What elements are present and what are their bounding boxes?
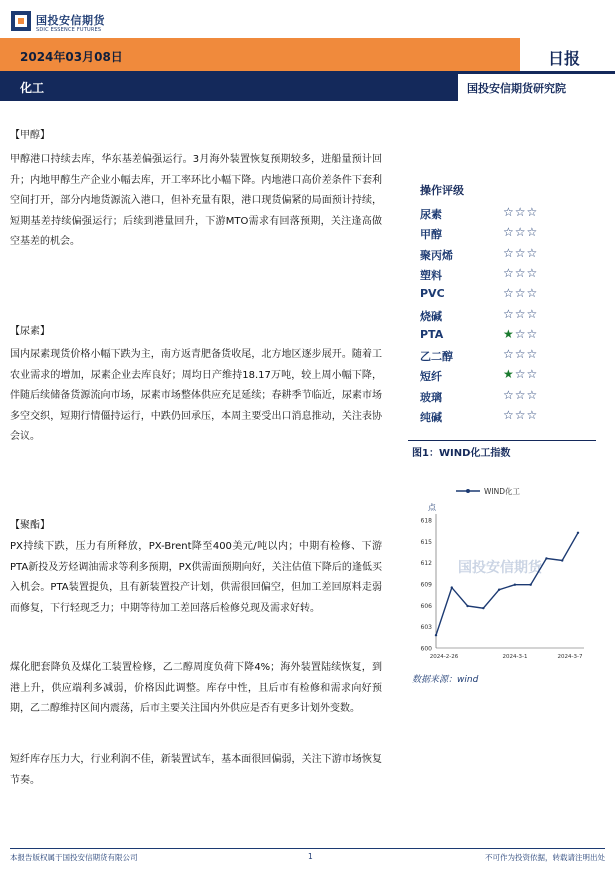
star-empty-icon: ☆ [514,286,527,301]
star-empty-icon: ☆ [503,205,515,219]
star-empty-icon: ☆ [526,245,539,260]
star-empty-icon: ☆ [514,408,527,422]
ratings-title: 操作评级 [420,184,464,197]
star-empty-icon: ☆ [514,265,527,280]
section-paragraph-urea: 国内尿素现货价格小幅下跌为主，南方返青肥备货收尾，北方地区逐步展开。随着工农业需求的增加，尿素企业去库良好；周均日产维持18.17万吨，较上周小幅下降，伴随后续储备货源流向市场，尿素市场整体供应充足延续；春耕季节临近，尿素市场多空交织，短期行情僵持运行，中跌仍回承压，本周主要受出口消息推动，关注表协会议。 [10,349,382,442]
rating-row [420,389,550,409]
rating-name: 塑料 [420,268,442,282]
company-logo [10,8,130,38]
y-tick-label: 603 [420,624,432,632]
report-type: 日报 [548,49,581,68]
figure-rule [408,440,596,441]
rating-name: PTA [420,327,444,341]
wind-chem-index-chart [408,470,593,665]
data-point [514,584,516,586]
section-paragraph-px-pta: PX持续下跌，压力有所释放，PX-Brent降至400美元/吨以内；中期有检修、下游PTA新投及芳烃调油需求等利多预期，PX供需面预期向好，关注估值下降后的逢低买入机会。PTA装置提负，且有新装置投产计划，供需很回偏空，但加工差回原料走弱而修复，下行轻现乏力；中期等待加工差回落后检修兑现及需求好转。 [10,541,382,614]
star-empty-icon: ☆ [514,347,527,362]
rating-stars [503,266,538,280]
star-filled-icon: ★ [503,367,515,382]
rating-stars [503,246,538,260]
figure-title: 图1：WIND化工指数 [412,448,511,459]
star-empty-icon: ☆ [503,245,515,260]
data-point [451,586,453,588]
data-point [498,588,500,590]
data-point [466,605,468,607]
data-point [482,607,484,609]
institute-name: 国投安信期货研究院 [467,82,566,95]
rating-stars [503,367,538,381]
rating-row [420,328,550,348]
report-sector: 化工 [20,81,45,95]
rating-row [420,247,550,267]
rating-name: 短纤 [420,370,442,384]
star-empty-icon: ☆ [514,245,527,260]
section-title-urea: 【尿素】 [10,326,50,337]
series-line-wind-chem [436,533,578,635]
star-empty-icon: ☆ [514,387,527,402]
y-tick-label: 609 [420,581,432,589]
star-empty-icon: ☆ [514,205,527,219]
rating-stars [503,225,538,239]
y-tick-label: 618 [420,517,432,525]
data-point [529,584,531,586]
rating-name: 聚丙烯 [420,248,453,262]
y-tick-label: 612 [420,560,432,568]
star-empty-icon: ☆ [503,306,515,321]
rating-stars [503,205,538,219]
legend-marker [466,489,470,493]
rating-name: 甲醇 [420,228,442,242]
logo-name-cn: 国投安信期货 [36,14,105,27]
report-date: 2024年03月08日 [20,50,123,64]
y-tick-label: 600 [420,645,432,653]
x-tick-label: 2024-3-7 [557,654,583,660]
star-empty-icon: ☆ [503,408,515,422]
logo-name-en: SDIC ESSENCE FUTURES [36,27,102,33]
data-point [561,559,563,561]
rating-stars [503,286,538,300]
rating-stars [503,327,538,341]
x-tick-label: 2024-3-1 [502,654,528,660]
star-empty-icon: ☆ [526,326,539,341]
rating-row [420,409,550,429]
rating-name: 烧碱 [420,309,442,323]
star-empty-icon: ☆ [503,225,515,240]
star-empty-icon: ☆ [514,367,527,382]
rating-stars [503,347,538,361]
star-empty-icon: ☆ [526,265,539,280]
y-tick-label: 606 [420,602,432,610]
logo-mark-icon [10,10,32,32]
rating-name: 乙二醇 [420,350,453,364]
rating-name: 尿素 [420,208,442,221]
star-empty-icon: ☆ [526,408,539,422]
rating-name: PVC [420,287,445,301]
rating-row [420,267,550,287]
star-empty-icon: ☆ [514,225,527,240]
rating-name: 玻璃 [420,390,442,404]
footer-copyright: 本报告版权属于国投安信期货有限公司 [10,853,138,862]
figure-source: 数据来源：wind [412,675,479,685]
star-empty-icon: ☆ [526,387,539,402]
footer-rule [10,848,605,849]
star-empty-icon: ☆ [526,347,539,362]
star-empty-icon: ☆ [526,205,539,219]
star-empty-icon: ☆ [514,306,527,321]
rating-row [420,368,550,388]
x-tick-label: 2024-2-26 [429,654,459,660]
star-empty-icon: ☆ [526,306,539,321]
section-paragraph-meg: 煤化肥套降负及煤化工装置检修，乙二醇周度负荷下降4%；海外装置陆续恢复，到港上升，供应端利多减弱，价格因此调整。库存中性，且后市有检修和需求向好预期，乙二醇维持区间内震荡，后市主要关注国内外供应是否有更多计划外变数。 [10,662,382,714]
star-empty-icon: ☆ [526,286,539,301]
rating-row [420,348,550,368]
chart-watermark: 国投安信期货 [458,560,542,576]
star-filled-icon: ★ [503,326,515,341]
data-point [545,557,547,559]
section-paragraph-psf: 短纤库存压力大，行业利润不佳，新装置试车，基本面很回偏弱，关注下游市场恢复节奏。 [10,754,382,786]
section-paragraph-methanol: 甲醇港口持续去库，华东基差偏强运行。3月海外装置恢复预期较多，进船量预计回升；内地甲醇生产企业小幅去库，开工率环比小幅下降。内地港口高价差条件下套利空间打开，部分内地货源流入港口，但补充量有限，港口现货偏紧的局面预计持续，短期基差持续偏强运行；后续到港量回升，下游MTO需求有回落预期，关注逢高做空基差的机会。 [10,154,382,247]
star-empty-icon: ☆ [503,347,515,362]
rating-name: 纯碱 [420,411,442,424]
star-empty-icon: ☆ [503,387,515,402]
rating-stars [503,307,538,321]
footer-page-number: 1 [308,852,313,861]
rating-stars [503,388,538,402]
star-empty-icon: ☆ [503,265,515,280]
star-empty-icon: ☆ [526,367,539,382]
section-title-polyester: 【聚酯】 [10,520,50,531]
data-point [577,532,579,534]
y-axis-label: 点 [428,503,436,512]
star-empty-icon: ☆ [526,225,539,240]
rating-row [420,226,550,246]
section-title-methanol: 【甲醇】 [10,130,50,141]
legend-label: WIND化工 [484,487,521,496]
rating-row [420,206,550,226]
rating-row [420,287,550,307]
rating-stars [503,408,538,422]
star-empty-icon: ☆ [503,286,515,301]
data-point [435,634,437,636]
star-empty-icon: ☆ [514,326,527,341]
rating-row [420,308,550,328]
y-tick-label: 615 [420,538,432,546]
footer-disclaimer: 不可作为投资依据，转载请注明出处 [485,853,605,862]
